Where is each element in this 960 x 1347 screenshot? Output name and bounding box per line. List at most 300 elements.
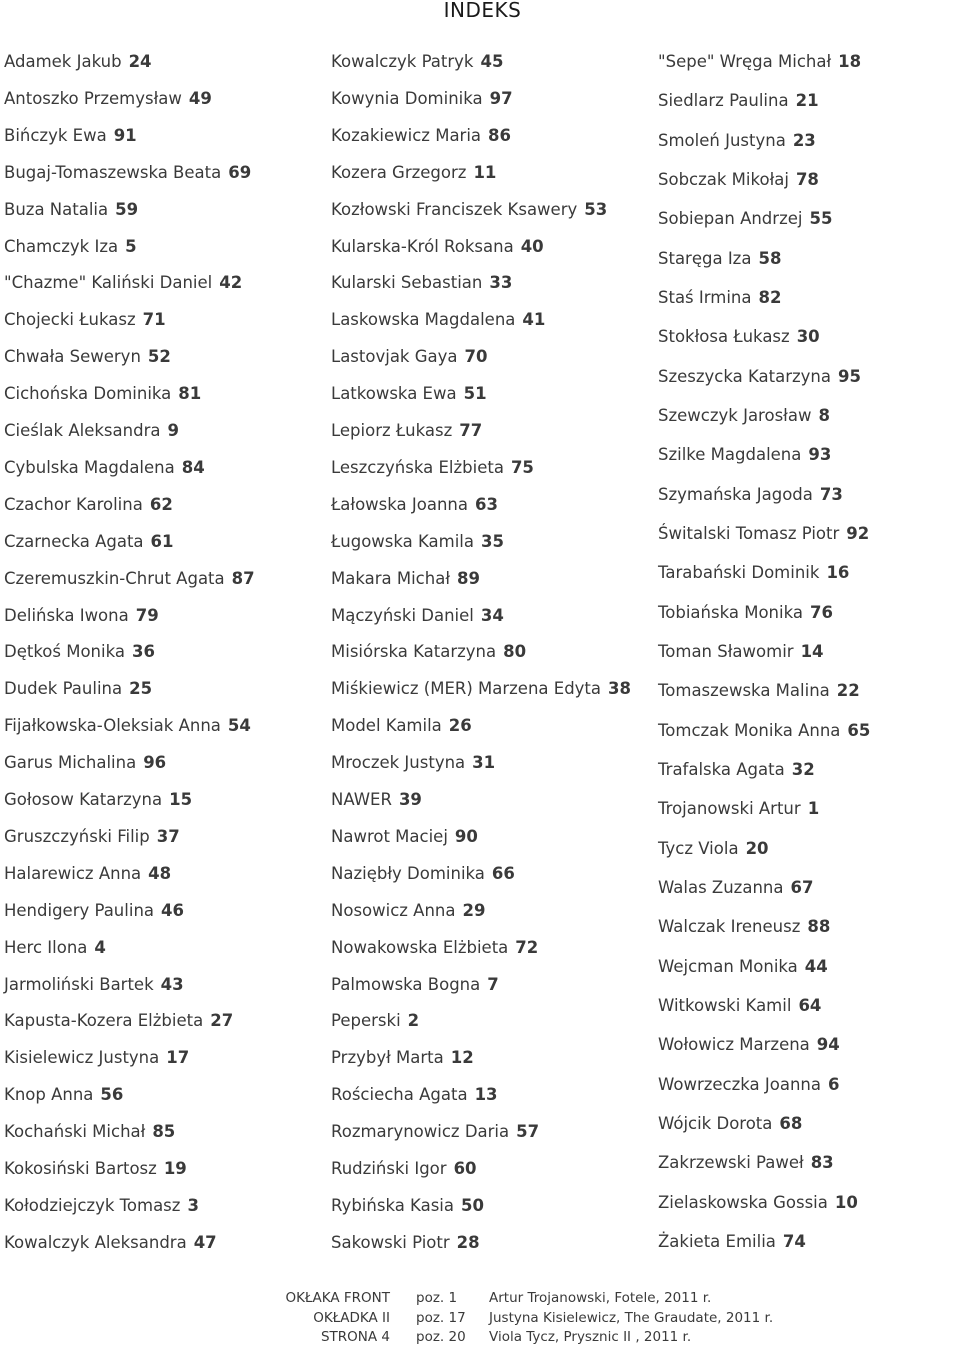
entry-name: Gruszczyński Filip <box>4 826 150 846</box>
index-entry <box>4 679 152 699</box>
index-entry <box>4 790 192 810</box>
entry-name: Halarewicz Anna <box>4 863 142 883</box>
entry-page-number: 11 <box>473 162 497 182</box>
credit-position: poz. 20 <box>416 1329 466 1345</box>
index-entry <box>658 603 833 623</box>
entry-page-number: 90 <box>454 826 478 846</box>
index-entry <box>4 1196 199 1216</box>
entry-name: Czarnecka Agata <box>4 531 144 551</box>
entry-name: Szeszycka Katarzyna <box>658 366 832 386</box>
entry-page-number: 29 <box>462 900 486 920</box>
entry-name: Witkowski Kamil <box>658 995 792 1015</box>
entry-name: Szilke Magdalena <box>658 445 802 465</box>
entry-name: Sobczak Mikołaj <box>658 169 789 189</box>
entry-name: Czeremuszkin-Chrut Agata <box>4 568 225 588</box>
entry-name: Laskowska Magdalena <box>331 310 516 330</box>
entry-name: Chwała Seweryn <box>4 347 141 367</box>
index-entry <box>4 310 166 330</box>
entry-page-number: 94 <box>816 1035 840 1055</box>
entry-page-number: 22 <box>836 681 860 701</box>
entry-name: Stokłosa Łukasz <box>658 327 790 347</box>
index-entry <box>4 1048 189 1068</box>
index-entry <box>331 421 482 441</box>
entry-name: Kowalczyk Aleksandra <box>4 1232 187 1252</box>
entry-name: Wołowicz Marzena <box>658 1035 810 1055</box>
entry-page-number: 54 <box>227 716 251 736</box>
index-entry <box>658 642 824 662</box>
index-entry <box>331 606 504 626</box>
index-entry <box>658 1075 839 1095</box>
index-entry <box>658 799 819 819</box>
entry-name: Tomczak Monika Anna <box>658 720 841 740</box>
entry-name: Model Kamila <box>331 716 442 736</box>
entry-name: Wójcik Dorota <box>658 1113 773 1133</box>
credit-label: OKŁADKA II <box>313 1310 390 1326</box>
entry-name: Kowalczyk Patryk <box>331 52 474 71</box>
entry-page-number: 18 <box>838 52 862 71</box>
entry-page-number: 16 <box>826 563 850 583</box>
index-entry <box>658 327 820 347</box>
index-entry <box>331 753 495 773</box>
index-entry <box>331 458 534 478</box>
entry-page-number: 45 <box>480 52 504 71</box>
entry-name: Szewczyk Jarosław <box>658 405 812 425</box>
entry-page-number: 21 <box>795 91 819 111</box>
index-entry <box>4 89 212 109</box>
entry-page-number: 30 <box>796 327 820 347</box>
index-entry <box>4 126 137 146</box>
entry-page-number: 55 <box>809 209 833 229</box>
entry-page-number: 37 <box>156 826 180 846</box>
entry-page-number: 95 <box>838 366 861 386</box>
index-entry <box>331 495 498 515</box>
entry-page-number: 65 <box>847 720 871 740</box>
entry-page-number: 1 <box>807 799 820 819</box>
entry-name: Gołosow Katarzyna <box>4 790 163 809</box>
entry-name: Tomaszewska Malina <box>658 681 830 701</box>
index-entry <box>658 721 870 741</box>
entry-name: Rudziński Igor <box>331 1159 447 1178</box>
entry-name: Jarmoliński Bartek <box>4 974 154 994</box>
entry-page-number: 38 <box>608 679 631 699</box>
entry-page-number: 49 <box>188 88 212 108</box>
index-entry <box>4 495 173 515</box>
entry-page-number: 73 <box>819 484 843 504</box>
entry-name: Tarabański Dominik <box>658 563 820 583</box>
entry-page-number: 53 <box>584 199 608 219</box>
entry-name: Staś Irmina <box>658 287 752 307</box>
entry-name: Kozakiewicz Maria <box>331 125 482 145</box>
entry-name: Miśkiewicz (MER) Marzena Edyta <box>331 679 602 699</box>
index-entry <box>658 957 828 977</box>
entry-page-number: 83 <box>810 1153 834 1173</box>
entry-page-number: 2 <box>407 1011 420 1031</box>
entry-name: Chojecki Łukasz <box>4 310 136 330</box>
entry-name: Lastovjak Gaya <box>331 347 458 367</box>
entry-name: Trafalska Agata <box>658 759 785 779</box>
index-entry <box>331 273 512 293</box>
index-entry <box>658 917 830 937</box>
index-entry <box>331 642 526 662</box>
index-entry <box>658 1114 802 1134</box>
entry-name: Bińczyk Ewa <box>4 125 107 145</box>
entry-page-number: 66 <box>491 863 515 883</box>
entry-page-number: 50 <box>461 1195 484 1215</box>
entry-page-number: 76 <box>809 602 833 622</box>
entry-page-number: 5 <box>125 236 137 256</box>
entry-page-number: 96 <box>143 753 167 773</box>
entry-name: Kokosiński Bartosz <box>4 1159 157 1178</box>
credit-description: Justyna Kisielewicz, The Graudate, 2011 r. <box>489 1310 774 1326</box>
index-entry <box>658 1035 840 1055</box>
entry-page-number: 69 <box>228 162 252 182</box>
index-entry <box>4 458 205 478</box>
entry-page-number: 8 <box>818 405 830 425</box>
index-entry <box>331 938 538 958</box>
entry-name: Czachor Karolina <box>4 494 143 514</box>
entry-page-number: 13 <box>474 1085 498 1105</box>
entry-page-number: 43 <box>160 974 184 994</box>
entry-page-number: 6 <box>828 1074 840 1094</box>
entry-name: Peperski <box>331 1011 401 1031</box>
entry-name: Fijałkowska-Oleksiak Anna <box>4 716 221 736</box>
index-entry <box>658 878 813 898</box>
entry-name: Cichońska Dominika <box>4 384 172 404</box>
entry-page-number: 80 <box>503 642 527 662</box>
entry-name: Cieślak Aleksandra <box>4 421 161 440</box>
entry-page-number: 62 <box>149 494 173 514</box>
index-entry <box>331 89 513 109</box>
entry-page-number: 42 <box>219 273 243 293</box>
entry-page-number: 32 <box>791 759 815 779</box>
index-entry <box>658 1193 858 1213</box>
entry-name: Ługowska Kamila <box>331 531 475 551</box>
entry-name: Smoleń Justyna <box>658 130 786 150</box>
entry-page-number: 9 <box>167 421 179 440</box>
credit-label: OKŁAKA FRONT <box>285 1290 390 1306</box>
entry-name: Dudek Paulina <box>4 679 123 699</box>
entry-name: Kularski Sebastian <box>331 273 483 293</box>
index-entry <box>331 1233 480 1253</box>
entry-page-number: 25 <box>129 679 153 699</box>
index-entry <box>4 384 201 404</box>
entry-page-number: 79 <box>135 605 159 625</box>
entry-page-number: 20 <box>745 838 769 858</box>
entry-name: Dętkoś Monika <box>4 642 125 662</box>
entry-name: Kozłowski Franciszek Ksawery <box>331 199 578 219</box>
index-entry <box>331 790 422 810</box>
entry-name: Antoszko Przemysław <box>4 88 182 108</box>
entry-page-number: 24 <box>128 52 152 71</box>
index-entry <box>658 839 769 859</box>
index-entry <box>4 606 159 626</box>
index-entry <box>331 716 472 736</box>
index-entry <box>4 901 184 921</box>
entry-name: Herc Ilona <box>4 937 88 957</box>
index-entry <box>658 681 860 701</box>
entry-page-number: 14 <box>800 641 824 661</box>
index-entry <box>4 1011 233 1031</box>
entry-page-number: 4 <box>94 937 106 957</box>
entry-page-number: 75 <box>510 457 534 477</box>
index-entry <box>4 1233 217 1253</box>
index-entry <box>4 421 179 441</box>
entry-page-number: 72 <box>515 937 539 957</box>
entry-name: NAWER <box>331 790 392 809</box>
entry-page-number: 82 <box>758 287 782 307</box>
entry-name: Nowakowska Elżbieta <box>331 937 509 957</box>
entry-page-number: 60 <box>453 1159 477 1178</box>
index-entry <box>658 91 819 111</box>
index-entry <box>4 1085 123 1105</box>
index-entry <box>658 170 819 190</box>
index-entry <box>331 569 480 589</box>
entry-page-number: 3 <box>187 1195 199 1215</box>
entry-page-number: 59 <box>115 199 139 219</box>
index-entry <box>4 237 137 257</box>
entry-page-number: 39 <box>398 790 422 809</box>
entry-page-number: 61 <box>150 531 174 551</box>
entry-page-number: 47 <box>193 1232 217 1252</box>
index-entry <box>658 406 830 426</box>
index-entry <box>331 1122 539 1142</box>
entry-name: Zakrzewski Paweł <box>658 1153 804 1173</box>
index-entry <box>331 1085 498 1105</box>
entry-name: Wowrzeczka Joanna <box>658 1074 821 1094</box>
index-entry <box>4 753 166 773</box>
entry-page-number: 36 <box>131 642 155 662</box>
index-entry <box>658 445 831 465</box>
entry-page-number: 77 <box>459 421 483 440</box>
entry-page-number: 85 <box>152 1122 176 1142</box>
entry-page-number: 34 <box>480 605 504 625</box>
credit-position: poz. 17 <box>416 1310 466 1326</box>
entry-page-number: 56 <box>100 1085 124 1105</box>
index-entry <box>658 760 815 780</box>
index-entry <box>4 642 155 662</box>
entry-page-number: 48 <box>148 863 172 883</box>
index-entry <box>4 975 184 995</box>
entry-name: Misiórska Katarzyna <box>331 642 497 662</box>
entry-name: "Chazme" Kaliński Daniel <box>4 273 213 293</box>
index-entry <box>4 1159 187 1179</box>
entry-page-number: 93 <box>808 445 832 465</box>
entry-name: Makara Michał <box>331 568 451 588</box>
entry-name: Zielaskowska Gossia <box>658 1192 828 1212</box>
index-entry <box>658 288 781 308</box>
entry-name: Trojanowski Artur <box>658 799 801 819</box>
entry-page-number: 41 <box>522 310 546 330</box>
index-entry <box>658 524 869 544</box>
entry-name: Wejcman Monika <box>658 956 798 976</box>
entry-name: Hendigery Paulina <box>4 900 155 920</box>
credit-description: Artur Trojanowski, Fotele, 2011 r. <box>489 1290 712 1306</box>
entry-page-number: 31 <box>472 753 496 773</box>
entry-name: Palmowska Bogna <box>331 974 481 994</box>
entry-page-number: 27 <box>210 1011 234 1031</box>
entry-page-number: 17 <box>166 1048 190 1068</box>
index-entry <box>658 209 832 229</box>
entry-name: Latkowska Ewa <box>331 384 457 404</box>
entry-page-number: 87 <box>231 568 255 588</box>
entry-name: Mączyński Daniel <box>331 605 474 625</box>
entry-name: Nosowicz Anna <box>331 900 456 920</box>
entry-name: Walczak Ireneusz <box>658 917 801 937</box>
index-entry <box>331 1048 474 1068</box>
index-entry <box>331 679 631 699</box>
index-entry <box>658 485 843 505</box>
entry-page-number: 63 <box>474 494 498 514</box>
entry-name: Sakowski Piotr <box>331 1232 450 1252</box>
entry-name: Leszczyńska Elżbieta <box>331 457 504 477</box>
entry-name: Żakieta Emilia <box>658 1231 776 1251</box>
index-entry <box>331 237 544 257</box>
credit-position: poz. 1 <box>416 1290 458 1306</box>
entry-name: Kapusta-Kozera Elżbieta <box>4 1011 204 1031</box>
entry-page-number: 19 <box>163 1159 187 1178</box>
index-entry <box>331 827 478 847</box>
index-entry <box>4 273 242 293</box>
entry-name: Kozera Grzegorz <box>331 162 467 182</box>
entry-page-number: 86 <box>488 125 512 145</box>
entry-name: Kołodziejczyk Tomasz <box>4 1195 181 1215</box>
credit-row <box>0 1329 960 1347</box>
entry-name: Rozmarynowicz Daria <box>331 1122 510 1142</box>
index-entry <box>658 249 781 269</box>
index-entry <box>331 126 511 146</box>
entry-name: Przybył Marta <box>331 1048 444 1068</box>
entry-page-number: 68 <box>779 1113 803 1133</box>
entry-page-number: 28 <box>456 1232 480 1252</box>
index-entry <box>658 1153 834 1173</box>
entry-name: Delińska Iwona <box>4 605 129 625</box>
index-entry <box>331 864 515 884</box>
entry-name: Lepiorz Łukasz <box>331 421 453 440</box>
index-entry <box>331 1011 419 1031</box>
index-entry <box>4 827 180 847</box>
index-entry <box>4 569 255 589</box>
credit-description: Viola Tycz, Prysznic II , 2011 r. <box>489 1329 692 1345</box>
index-entry <box>658 367 861 387</box>
index-entry <box>331 975 499 995</box>
credit-row <box>0 1310 960 1328</box>
entry-page-number: 46 <box>161 900 184 920</box>
entry-name: Siedlarz Paulina <box>658 91 789 111</box>
entry-page-number: 89 <box>457 568 480 588</box>
entry-page-number: 64 <box>798 995 822 1015</box>
entry-page-number: 40 <box>520 236 544 256</box>
credit-row <box>0 1290 960 1308</box>
index-entry <box>331 384 487 404</box>
index-entry <box>658 52 861 72</box>
entry-name: Sobiepan Andrzej <box>658 209 803 229</box>
entry-name: Tycz Viola <box>658 838 739 858</box>
entry-name: Świtalski Tomasz Piotr <box>658 523 840 543</box>
entry-page-number: 92 <box>846 523 870 543</box>
index-entry <box>4 200 138 220</box>
entry-name: Cybulska Magdalena <box>4 457 175 477</box>
entry-name: Garus Michalina <box>4 753 137 773</box>
entry-page-number: 52 <box>147 347 171 367</box>
index-entry <box>331 52 503 72</box>
index-entry <box>4 163 251 183</box>
entry-name: Staręga Iza <box>658 248 752 268</box>
index-entry <box>331 347 487 367</box>
entry-page-number: 70 <box>464 347 488 367</box>
entry-page-number: 97 <box>489 88 513 108</box>
index-entry <box>4 938 106 958</box>
entry-page-number: 91 <box>113 125 137 145</box>
entry-name: Rybińska Kasia <box>331 1195 454 1215</box>
index-entry <box>331 310 545 330</box>
entry-page-number: 71 <box>142 310 166 330</box>
entry-name: "Sepe" Wręga Michał <box>658 52 832 71</box>
entry-name: Tobiańska Monika <box>658 602 803 622</box>
index-entry <box>331 1196 484 1216</box>
entry-name: Walas Zuzanna <box>658 877 784 897</box>
entry-name: Kowynia Dominika <box>331 88 483 108</box>
entry-page-number: 84 <box>181 457 205 477</box>
entry-page-number: 81 <box>178 384 202 404</box>
index-entry <box>331 532 504 552</box>
index-entry <box>4 532 174 552</box>
index-entry <box>4 347 171 367</box>
index-entry <box>658 131 816 151</box>
entry-page-number: 26 <box>448 716 472 736</box>
index-entry <box>658 996 821 1016</box>
entry-name: Rościecha Agata <box>331 1085 468 1105</box>
entry-name: Kochański Michał <box>4 1122 146 1142</box>
entry-page-number: 7 <box>487 974 499 994</box>
index-entry <box>331 1159 477 1179</box>
credit-label: STRONA 4 <box>320 1329 390 1345</box>
entry-name: Bugaj-Tomaszewska Beata <box>4 162 222 182</box>
entry-page-number: 12 <box>450 1048 474 1068</box>
index-entry <box>4 864 171 884</box>
entry-name: Szymańska Jagoda <box>658 484 813 504</box>
entry-name: Łałowska Joanna <box>331 494 468 514</box>
entry-name: Kularska-Król Roksana <box>331 236 514 256</box>
entry-page-number: 35 <box>481 531 504 551</box>
entry-name: Naziębły Dominika <box>331 863 485 883</box>
index-entry <box>331 163 496 183</box>
entry-page-number: 88 <box>807 917 831 937</box>
entry-page-number: 44 <box>804 956 828 976</box>
entry-page-number: 57 <box>516 1122 540 1142</box>
index-entry <box>4 716 251 736</box>
entry-page-number: 67 <box>790 877 814 897</box>
index-entry <box>331 901 485 921</box>
entry-page-number: 78 <box>795 169 819 189</box>
entry-page-number: 33 <box>489 273 513 293</box>
entry-name: Mroczek Justyna <box>331 753 466 773</box>
entry-page-number: 15 <box>169 790 193 809</box>
entry-name: Buza Natalia <box>4 199 109 219</box>
entry-page-number: 51 <box>463 384 487 404</box>
entry-name: Knop Anna <box>4 1085 94 1105</box>
entry-page-number: 74 <box>782 1231 806 1251</box>
index-entry <box>658 563 849 583</box>
entry-name: Nawrot Maciej <box>331 826 448 846</box>
index-entry <box>4 1122 175 1142</box>
entry-page-number: 23 <box>792 130 816 150</box>
entry-name: Chamczyk Iza <box>4 236 119 256</box>
index-entry <box>4 52 152 72</box>
page-title: INDEKS <box>443 0 522 22</box>
entry-name: Adamek Jakub <box>4 52 122 71</box>
entry-name: Toman Sławomir <box>658 641 794 661</box>
entry-page-number: 10 <box>834 1192 858 1212</box>
